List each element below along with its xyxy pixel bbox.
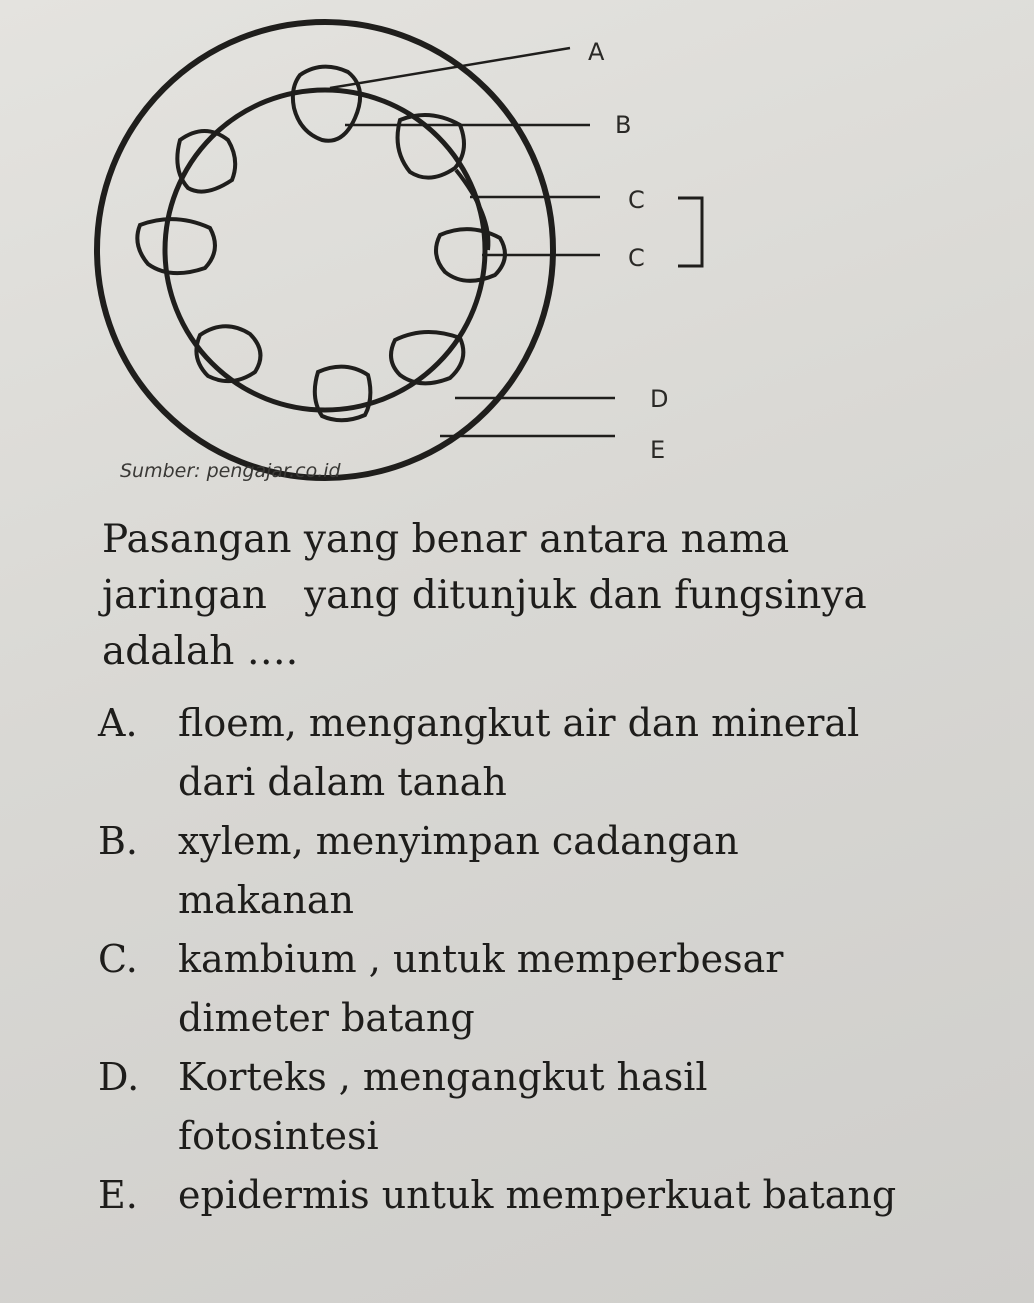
option-text — [178, 812, 1018, 930]
stem-cross-section-diagram — [0, 0, 1034, 500]
option-letter: D. — [98, 1055, 140, 1099]
option-b[interactable] — [98, 812, 1018, 930]
option-letter: A. — [98, 701, 138, 745]
option-text — [178, 694, 1018, 812]
option-line: dari dalam tanah — [178, 760, 507, 804]
option-line: fotosintesi — [178, 1114, 379, 1158]
option-text — [178, 930, 1018, 1048]
option-text — [178, 1166, 1018, 1225]
diagram-source: Sumber: pengajar.co.id — [120, 460, 341, 482]
leader-line-a — [330, 48, 570, 88]
option-line: dimeter batang — [178, 996, 475, 1040]
label-b: B — [615, 111, 632, 139]
option-line: epidermis untuk memperkuat batang — [178, 1173, 897, 1217]
option-line: kambium , untuk memperbesar — [178, 937, 784, 981]
question-line: adalah …. — [102, 629, 299, 674]
option-line: makanan — [178, 878, 354, 922]
label-d: D — [650, 385, 669, 413]
option-line: xylem, menyimpan cadangan — [178, 819, 739, 863]
option-c[interactable] — [98, 930, 1018, 1048]
option-d[interactable] — [98, 1048, 1018, 1166]
question-text — [102, 512, 1002, 680]
label-c-upper: C — [628, 186, 645, 214]
question-line: jaringan yang ditunjuk dan fungsinya — [102, 573, 867, 618]
label-c-lower: C — [628, 244, 645, 272]
vascular-bundle — [293, 67, 360, 141]
option-a[interactable] — [98, 694, 1018, 812]
option-line: Korteks , mengangkut hasil — [178, 1055, 708, 1099]
option-line: floem, mengangkut air dan mineral — [178, 701, 860, 745]
option-letter: C. — [98, 937, 138, 981]
option-letter: E. — [98, 1173, 138, 1217]
option-e[interactable] — [98, 1166, 1018, 1225]
bracket — [678, 198, 702, 266]
question-line: Pasangan yang benar antara nama — [102, 517, 790, 562]
option-letter: B. — [98, 819, 139, 863]
label-a: A — [588, 38, 605, 66]
label-e: E — [650, 436, 666, 464]
option-text — [178, 1048, 1018, 1166]
vascular-bundle — [137, 219, 215, 273]
answer-options — [98, 694, 1018, 1225]
